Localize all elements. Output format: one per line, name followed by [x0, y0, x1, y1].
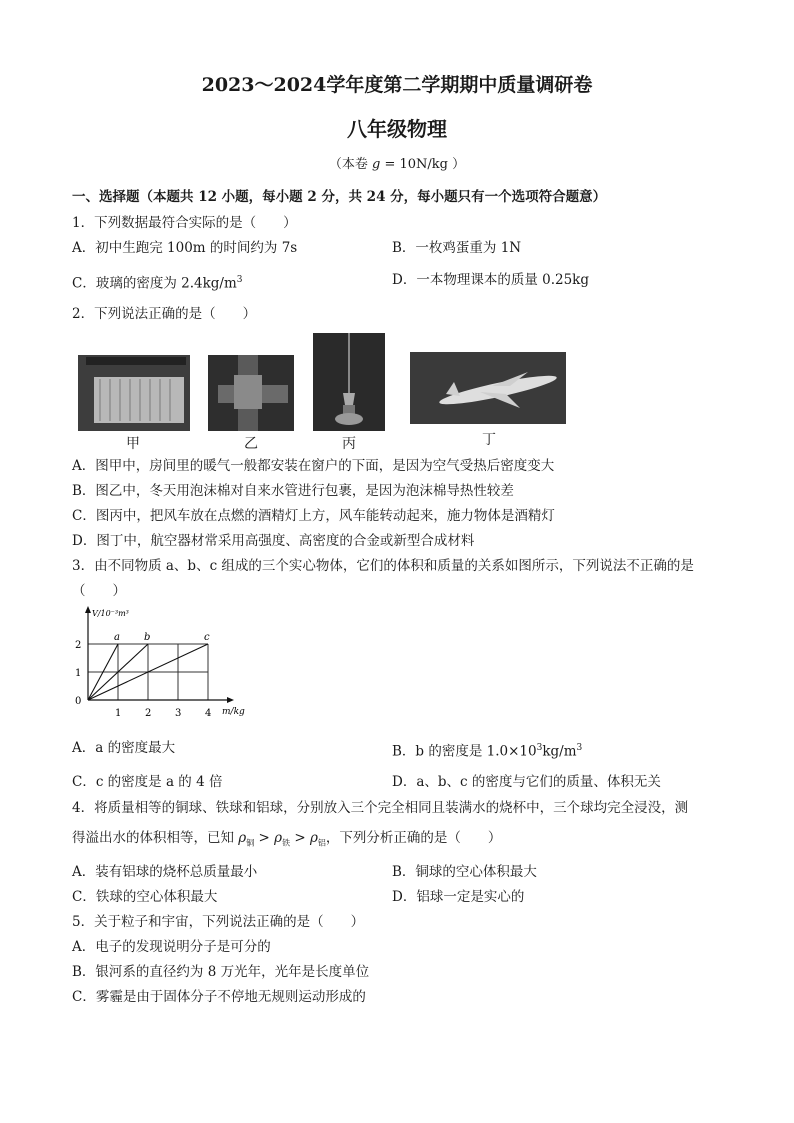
q4-option-d: D．铝球一定是实心的 — [392, 889, 525, 905]
q4-option-c: C．铁球的空心体积最大 — [72, 889, 218, 905]
series-label-a: a — [114, 632, 120, 643]
q2-option-b: B．图乙中，冬天用泡沫棉对自来水管进行包裹，是因为泡沫棉导热性较差 — [72, 483, 514, 499]
x-axis-label: m/kg — [222, 707, 245, 717]
x-tick-label: 2 — [145, 708, 152, 719]
q1-stem: 1．下列数据最符合实际的是（ ） — [72, 215, 297, 231]
y-tick-label: 1 — [75, 668, 82, 679]
exam-note: （本卷 g = 10N/kg ） — [328, 157, 466, 172]
photo-pipe — [208, 355, 294, 431]
q5-option-a: A．电子的发现说明分子是可分的 — [72, 939, 271, 955]
series-label-c: c — [204, 632, 210, 643]
x-axis-arrow — [227, 697, 234, 703]
q5-option-b: B．银河系的直径约为 8 万光年，光年是长度单位 — [72, 964, 370, 980]
q4-option-a: A．装有铝球的烧杯总质量最小 — [72, 864, 258, 880]
exam-title: 2023～2024学年度第二学期期中质量调研卷 — [201, 74, 593, 96]
y-axis-label: V/10⁻³m³ — [92, 609, 129, 618]
radiator-image — [78, 355, 190, 431]
series-label-b: b — [144, 632, 151, 643]
q4-line1: 4．将质量相等的铜球、铁球和铝球，分别放入三个完全相同且装满水的烧杯中，三个球均完全浸没，测 — [72, 800, 689, 816]
q5-stem: 5．关于粒子和宇宙，下列说法正确的是（ ） — [72, 914, 365, 930]
caption-jia: 甲 — [126, 436, 140, 452]
photo-pinwheel — [313, 333, 385, 431]
q3-stem-paren: （ ） — [72, 583, 126, 599]
caption-ding: 丁 — [482, 432, 496, 448]
q4-option-b: B．铜球的空心体积最大 — [392, 864, 537, 880]
q3-option-d: D．a、b、c 的密度与它们的质量、体积无关 — [392, 774, 661, 790]
q5-option-c: C．雾霾是由于固体分子不停地无规则运动形成的 — [72, 989, 366, 1005]
x-tick-label: 4 — [205, 708, 212, 719]
q3-stem: 3．由不同物质 a、b、c 组成的三个实心物体，它们的体积和质量的关系如图所示，下列说法不正确的是 — [72, 558, 694, 574]
y-tick-label: 0 — [75, 696, 82, 707]
volume-mass-chart — [66, 606, 256, 724]
photo-radiator — [78, 355, 190, 431]
y-axis-arrow — [85, 606, 91, 613]
x-tick-label: 3 — [175, 708, 182, 719]
q1-option-a: A．初中生跑完 100m 的时间约为 7s — [72, 240, 298, 256]
q2-option-d: D．图丁中，航空器材常采用高强度、高密度的合金或新型合成材料 — [72, 533, 475, 549]
x-tick-label: 1 — [115, 708, 122, 719]
q1-option-b: B．一枚鸡蛋重为 1N — [392, 240, 522, 256]
q2-option-a: A．图甲中，房间里的暖气一般都安装在窗户的下面，是因为空气受热后密度变大 — [72, 458, 555, 474]
airplane-image — [410, 352, 566, 424]
photo-airplane — [410, 352, 566, 424]
section-heading: 一、选择题（本题共 12 小题，每小题 2 分，共 24 分，每小题只有一个选项符合题意） — [72, 189, 607, 205]
q3-option-c: C．c 的密度是 a 的 4 倍 — [72, 774, 223, 790]
q2-stem: 2．下列说法正确的是（ ） — [72, 306, 257, 322]
q3-option-b: B．b 的密度是 $1.0\times 10^3kg/m^3$ — [392, 743, 583, 760]
pinwheel-image — [313, 333, 385, 431]
caption-yi: 乙 — [244, 436, 258, 452]
caption-bing: 丙 — [342, 436, 356, 452]
q4-line2: 得溢出水的体积相等，已知 $\rho_铜 > \rho_铁 > \rho_铝$，下列分析正确的是（ ） — [72, 830, 502, 848]
q1-option-c: C．玻璃的密度为 $2.4kg/m^3$ — [72, 275, 243, 292]
y-tick-label: 2 — [75, 640, 82, 651]
q1-option-d: D．一本物理课本的质量 0.25kg — [392, 272, 589, 288]
q2-option-c: C．图丙中，把风车放在点燃的酒精灯上方，风车能转动起来，施力物体是酒精灯 — [72, 508, 555, 524]
exam-subtitle: 八年级物理 — [347, 117, 447, 141]
q3-option-a: A．a 的密度最大 — [72, 740, 176, 756]
pipe-image — [208, 355, 294, 431]
